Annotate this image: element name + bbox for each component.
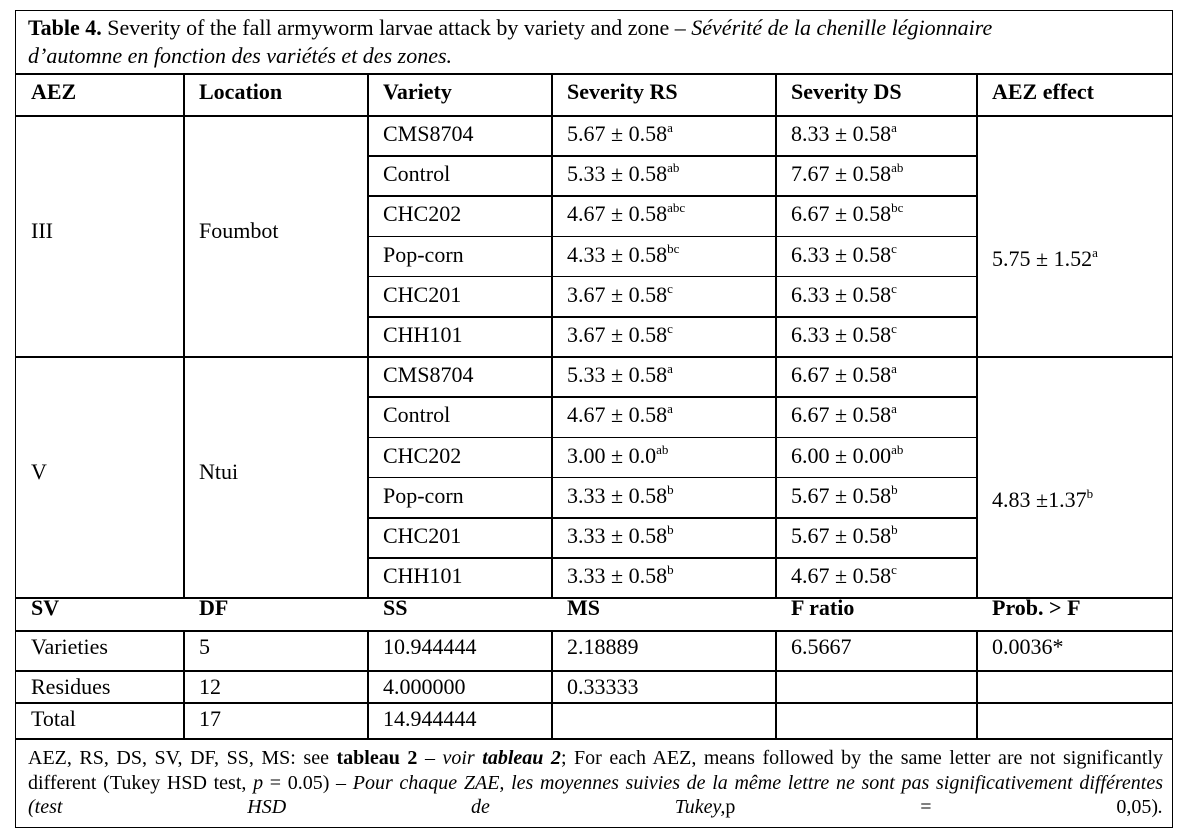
- severity-rs-cell-text: 3.33 ± 0.58: [567, 523, 668, 548]
- aez-effect-cell: [992, 487, 1093, 513]
- caption-title-fr-2: d’automne en fonction des variétés et des zones.: [28, 43, 453, 68]
- variety-cell-text: CHH101: [383, 563, 463, 589]
- variety-cell-text: Pop-corn: [383, 482, 464, 508]
- severity-ds-cell: [791, 121, 897, 147]
- anova-cell: [992, 634, 1064, 660]
- anova-cell-text: 0.0036*: [992, 634, 1064, 659]
- column-rule: [976, 630, 978, 738]
- severity-rs-cell: [567, 362, 673, 388]
- aez-effect-cell-text: 4.83 ±1.37: [992, 486, 1087, 512]
- table-rule: [367, 557, 976, 559]
- anova-cell: [31, 706, 76, 732]
- anova-header-text: SS: [383, 595, 408, 621]
- table-caption: [28, 14, 1163, 70]
- severity-rs-cell: [567, 563, 674, 589]
- anova-cell-text: 12: [199, 674, 221, 699]
- anova-header-text: DF: [199, 595, 229, 621]
- column-header-text: Location: [199, 79, 283, 104]
- footnote-text: Pour chaque ZAE, les moyennes suivies de la même lettre ne sont pas significativement différentes (test HSD de Tukey,: [28, 771, 1163, 818]
- severity-ds-cell-text: 6.00 ± 0.00: [791, 442, 892, 468]
- table-rule: [15, 73, 1173, 75]
- anova-cell: [199, 634, 210, 660]
- table-rule: [15, 738, 1173, 740]
- anova-header-text: MS: [567, 595, 600, 621]
- severity-rs-cell-text: 3.67 ± 0.58: [567, 281, 668, 307]
- severity-ds-cell-text: 5.67 ± 0.58: [791, 523, 892, 548]
- severity-rs-cell: [567, 523, 674, 549]
- footnote-text: AEZ, RS, DS, SV, DF, SS, MS: see: [28, 747, 337, 769]
- table-rule: [367, 155, 976, 157]
- column-rule: [367, 73, 369, 597]
- severity-ds-cell-text: 7.67 ± 0.58: [791, 161, 892, 187]
- severity-ds-cell-text: 6.67 ± 0.58: [791, 201, 892, 227]
- significance-letter: c: [891, 562, 897, 578]
- variety-cell: [383, 282, 461, 308]
- anova-cell-text: 10.944444: [383, 634, 477, 659]
- variety-cell: [383, 322, 462, 348]
- column-rule: [183, 630, 185, 738]
- footnote-text: –: [417, 747, 443, 769]
- table-rule: [367, 437, 976, 439]
- variety-cell: [383, 242, 464, 268]
- significance-letter: ab: [667, 160, 680, 176]
- variety-cell: [383, 161, 450, 187]
- significance-letter: c: [891, 280, 897, 296]
- variety-cell-text: CHC201: [383, 523, 462, 548]
- footnote-ref: tableau 2: [482, 747, 561, 769]
- anova-cell: [31, 634, 108, 660]
- anova-cell-text: 4.000000: [383, 674, 466, 699]
- column-header: [567, 79, 678, 105]
- footnote-text: = 0.05) –: [263, 771, 353, 794]
- severity-ds-cell: [791, 402, 897, 428]
- significance-letter: ab: [891, 441, 904, 457]
- severity-rs-cell-text: 5.67 ± 0.58: [567, 121, 668, 146]
- aez-cell-text: V: [31, 458, 47, 484]
- aez-effect-cell: [992, 246, 1098, 272]
- anova-cell-text: 14.944444: [383, 706, 477, 731]
- anova-cell: [791, 634, 852, 660]
- column-rule: [775, 630, 777, 738]
- footnote-text: p = 0,05): [725, 796, 1158, 818]
- variety-cell-text: CHH101: [383, 322, 463, 347]
- anova-cell: [199, 674, 221, 700]
- significance-letter: a: [667, 120, 673, 135]
- severity-ds-cell-text: 6.33 ± 0.58: [791, 241, 892, 267]
- column-rule: [775, 73, 777, 597]
- severity-rs-cell-text: 5.33 ± 0.58: [567, 362, 668, 388]
- significance-letter: b: [891, 481, 898, 497]
- table-rule: [367, 477, 976, 479]
- severity-ds-cell: [791, 161, 903, 187]
- severity-rs-cell-text: 3.67 ± 0.58: [567, 322, 668, 347]
- severity-ds-cell: [791, 322, 897, 348]
- anova-header: [567, 595, 600, 621]
- column-rule: [183, 73, 185, 597]
- significance-letter: a: [667, 361, 673, 377]
- variety-cell: [383, 362, 473, 388]
- significance-letter: ab: [891, 160, 904, 176]
- significance-letter: a: [891, 120, 897, 135]
- anova-cell-text: Total: [31, 706, 76, 731]
- anova-header: [31, 595, 59, 621]
- severity-rs-cell: [567, 242, 679, 268]
- table-rule: [15, 630, 1173, 632]
- anova-header-text: Prob. > F: [992, 595, 1081, 621]
- column-header-text: AEZ: [31, 79, 77, 104]
- variety-cell: [383, 201, 461, 227]
- anova-header-text: SV: [31, 595, 60, 621]
- significance-letter: abc: [667, 200, 686, 216]
- severity-rs-cell: [567, 121, 673, 147]
- significance-letter: a: [891, 401, 897, 417]
- anova-cell-text: 6.5667: [791, 634, 852, 659]
- variety-cell: [383, 402, 450, 428]
- severity-rs-cell: [567, 282, 673, 308]
- table-rule: [367, 396, 976, 398]
- anova-cell-text: 17: [199, 706, 221, 731]
- severity-rs-cell-text: 3.33 ± 0.58: [567, 482, 668, 508]
- column-header: [199, 79, 282, 105]
- anova-cell-text: Residues: [31, 674, 111, 699]
- variety-cell-text: CHC201: [383, 281, 462, 307]
- severity-ds-cell: [791, 201, 903, 227]
- column-header: [383, 79, 452, 105]
- significance-letter: b: [667, 481, 674, 497]
- anova-header-text: F ratio: [791, 595, 855, 621]
- severity-ds-cell-text: 4.67 ± 0.58: [791, 563, 892, 589]
- anova-header: [791, 595, 854, 621]
- variety-cell-text: CHC202: [383, 201, 462, 227]
- severity-ds-cell: [791, 523, 898, 549]
- severity-ds-cell-text: 6.67 ± 0.58: [791, 402, 892, 428]
- severity-rs-cell: [567, 201, 685, 227]
- location-cell: [199, 218, 278, 244]
- column-header-text: AEZ effect: [992, 79, 1095, 104]
- anova-cell: [31, 674, 110, 700]
- anova-cell: [567, 634, 639, 660]
- caption-label: Table 4.: [28, 15, 102, 40]
- aez-cell-text: III: [31, 217, 53, 243]
- table-rule: [367, 195, 976, 197]
- column-rule: [367, 630, 369, 738]
- severity-rs-cell-text: 4.33 ± 0.58: [567, 241, 668, 267]
- significance-letter: c: [667, 280, 673, 296]
- column-header: [992, 79, 1094, 105]
- severity-rs-cell-text: 4.67 ± 0.58: [567, 402, 668, 428]
- anova-cell-text: 2.18889: [567, 634, 639, 659]
- anova-cell: [383, 634, 477, 660]
- footnote-text: voir: [442, 747, 483, 769]
- anova-cell: [567, 674, 639, 700]
- severity-rs-cell-text: 5.33 ± 0.58: [567, 161, 668, 187]
- footnote-ref: tableau 2: [336, 747, 418, 769]
- anova-cell: [199, 706, 221, 732]
- footnote-text: .: [1158, 796, 1163, 818]
- severity-ds-cell-text: 6.33 ± 0.58: [791, 281, 892, 307]
- column-rule: [551, 73, 553, 597]
- variety-cell-text: CMS8704: [383, 362, 474, 388]
- significance-letter: bc: [667, 240, 680, 256]
- severity-ds-cell: [791, 563, 897, 589]
- variety-cell-text: Pop-corn: [383, 241, 464, 267]
- caption-title-en: Severity of the fall armyworm larvae attack by variety and zone –: [101, 15, 692, 40]
- significance-letter: bc: [891, 200, 904, 216]
- severity-ds-cell-text: 5.67 ± 0.58: [791, 482, 892, 508]
- severity-ds-cell: [791, 282, 897, 308]
- significance-letter: a: [1092, 244, 1098, 260]
- location-cell: [199, 459, 238, 485]
- anova-cell: [383, 674, 466, 700]
- significance-letter: c: [667, 321, 673, 336]
- table-rule: [367, 236, 976, 238]
- footnote-text: ; For each AEZ, means followed by the same letter are not significantly different (Tukey HSD test,: [28, 747, 1164, 794]
- severity-ds-cell-text: 8.33 ± 0.58: [791, 121, 892, 146]
- severity-ds-cell: [791, 242, 897, 268]
- table-rule: [15, 356, 1173, 358]
- column-header-text: Severity RS: [567, 79, 678, 104]
- anova-header: [992, 595, 1081, 621]
- significance-letter: b: [1086, 485, 1094, 501]
- table-rule: [15, 115, 1173, 117]
- variety-cell-text: CHC202: [383, 442, 462, 468]
- severity-ds-cell-text: 6.67 ± 0.58: [791, 362, 892, 388]
- variety-cell-text: Control: [383, 402, 451, 428]
- anova-cell-text: Varieties: [31, 634, 108, 659]
- table-rule: [367, 517, 976, 519]
- severity-rs-cell: [567, 402, 673, 428]
- significance-letter: c: [891, 240, 897, 256]
- severity-rs-cell-text: 3.33 ± 0.58: [567, 563, 668, 589]
- severity-ds-cell: [791, 362, 897, 388]
- table-rule: [15, 702, 1173, 704]
- significance-letter: b: [891, 522, 898, 537]
- severity-ds-cell: [791, 443, 903, 469]
- location-cell-text: Ntui: [199, 458, 239, 484]
- caption-title-fr-1: Sévérité de la chenille légionnaire: [691, 15, 993, 40]
- severity-ds-cell: [791, 483, 898, 509]
- anova-cell-text: 5: [199, 634, 210, 659]
- column-rule: [551, 630, 553, 738]
- table-rule: [367, 316, 976, 318]
- significance-letter: a: [891, 361, 897, 377]
- severity-rs-cell-text: 3.00 ± 0.0: [567, 442, 657, 468]
- variety-cell-text: CMS8704: [383, 121, 474, 146]
- variety-cell: [383, 563, 462, 589]
- severity-rs-cell: [567, 161, 679, 187]
- column-header-text: Variety: [383, 79, 452, 104]
- variety-cell: [383, 443, 461, 469]
- aez-effect-cell-text: 5.75 ± 1.52: [992, 245, 1093, 271]
- aez-cell: [31, 459, 47, 485]
- column-rule: [976, 73, 978, 597]
- severity-rs-cell: [567, 443, 668, 469]
- column-header: [31, 79, 76, 105]
- severity-rs-cell: [567, 322, 673, 348]
- location-cell-text: Foumbot: [199, 217, 279, 243]
- variety-cell: [383, 483, 464, 509]
- significance-letter: a: [667, 401, 673, 417]
- significance-letter: b: [667, 562, 674, 578]
- table-rule: [367, 276, 976, 278]
- anova-header: [199, 595, 228, 621]
- variety-cell: [383, 523, 461, 549]
- anova-cell: [383, 706, 477, 732]
- variety-cell-text: Control: [383, 161, 451, 187]
- severity-rs-cell: [567, 483, 674, 509]
- footnote-text: p: [253, 771, 264, 794]
- anova-header: [383, 595, 407, 621]
- significance-letter: c: [891, 321, 897, 336]
- anova-cell-text: 0.33333: [567, 674, 639, 699]
- variety-cell: [383, 121, 473, 147]
- table-rule: [15, 670, 1173, 672]
- table-footnote: [28, 746, 1163, 820]
- aez-cell: [31, 218, 53, 244]
- significance-letter: ab: [656, 441, 669, 457]
- significance-letter: b: [667, 522, 674, 537]
- column-header-text: Severity DS: [791, 79, 902, 104]
- severity-rs-cell-text: 4.67 ± 0.58: [567, 201, 668, 227]
- column-header: [791, 79, 902, 105]
- severity-ds-cell-text: 6.33 ± 0.58: [791, 322, 892, 347]
